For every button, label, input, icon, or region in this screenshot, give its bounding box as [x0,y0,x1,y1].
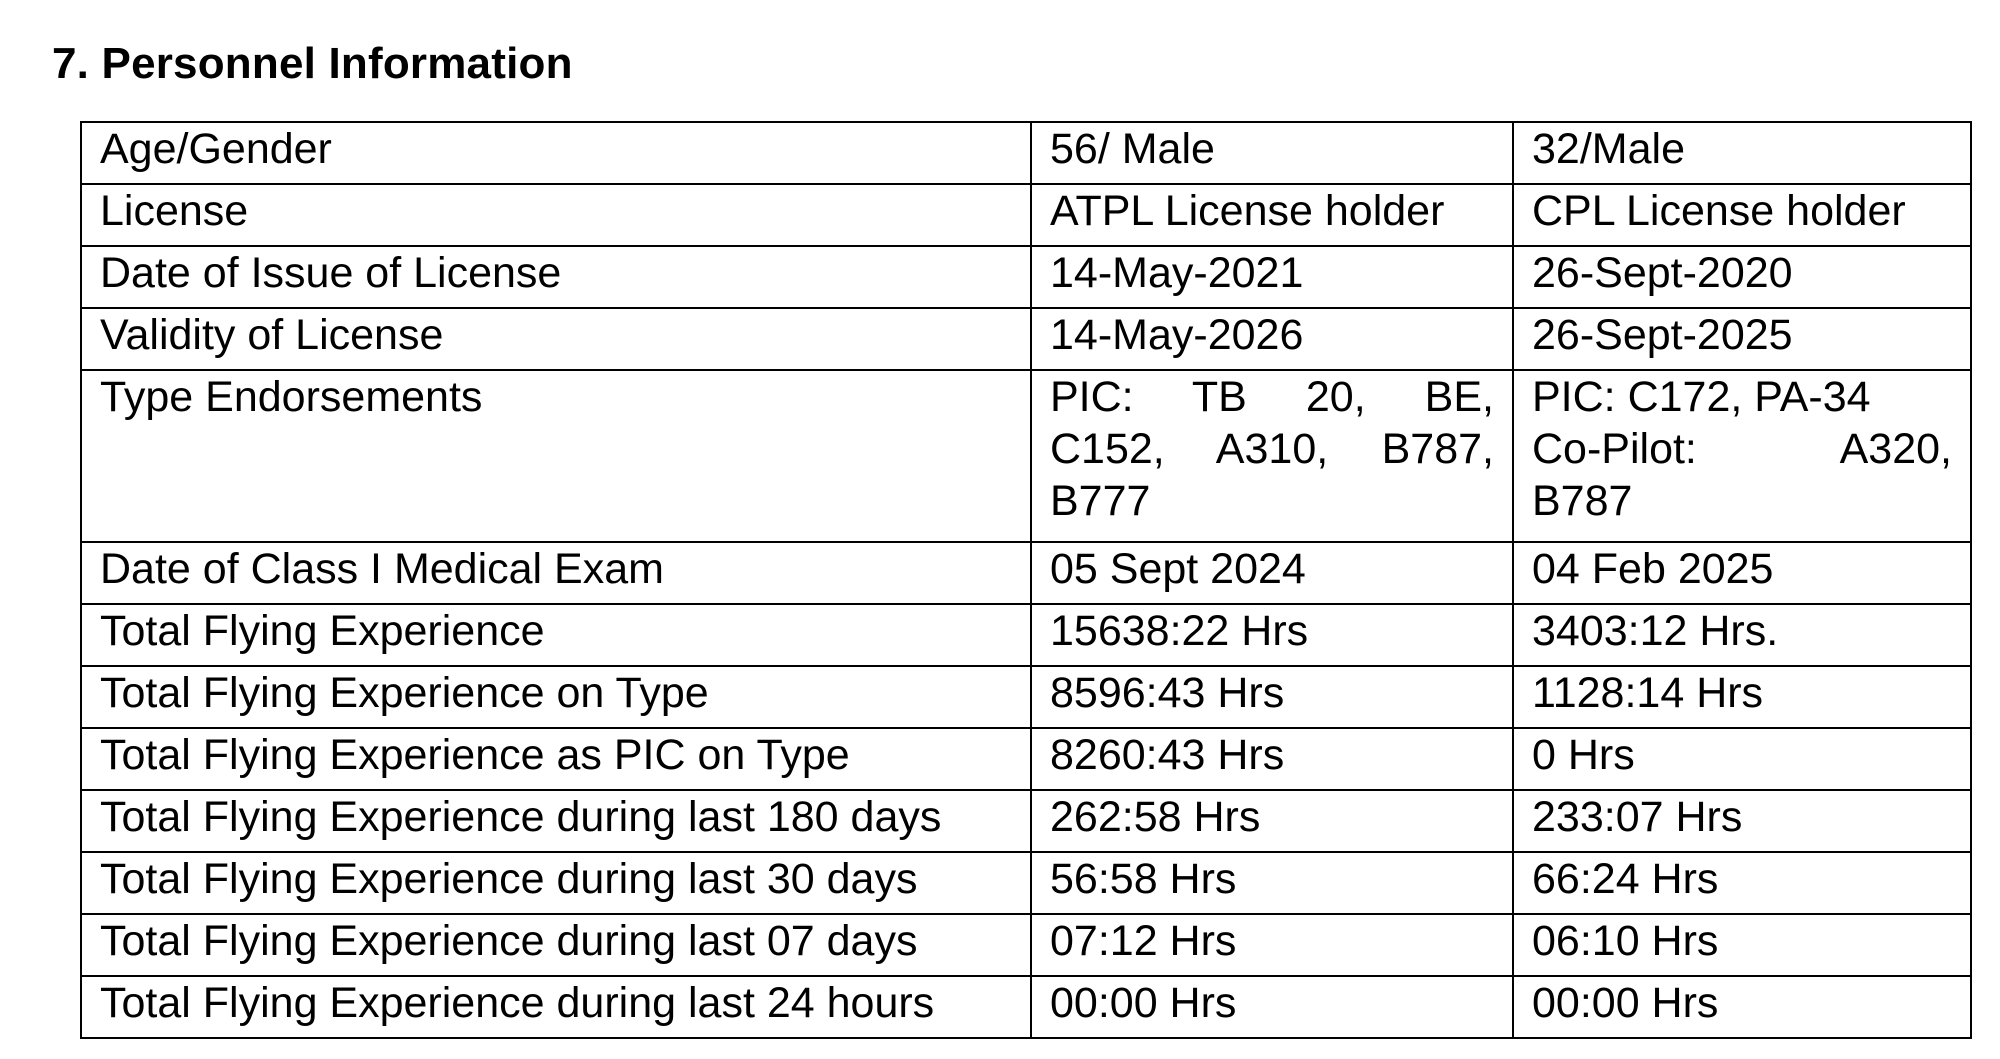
row-label-age-gender: Age/Gender [81,122,1031,184]
row-label-type-endorsements: Type Endorsements [81,370,1031,542]
pilot2-experience-on-type: 1128:14 Hrs [1513,666,1971,728]
pilot1-experience-24-hours: 00:00 Hrs [1031,976,1513,1038]
pilot1-experience-180-days: 262:58 Hrs [1031,790,1513,852]
pilot2-experience-180-days: 233:07 Hrs [1513,790,1971,852]
table-row [81,790,1971,852]
pilot2-pic-experience-on-type: 0 Hrs [1513,728,1971,790]
pilot2-endorsement-line: B787 [1532,477,1633,525]
table-row [81,122,1971,184]
row-label-experience-on-type: Total Flying Experience on Type [81,666,1031,728]
table-row [81,976,1971,1038]
row-label-license-validity: Validity of License [81,308,1031,370]
pilot2-endorsement-line: PIC: C172, PA-34 [1532,373,1871,421]
pilot2-age-gender: 32/Male [1513,122,1971,184]
row-label-pic-experience-on-type: Total Flying Experience as PIC on Type [81,728,1031,790]
pilot1-license: ATPL License holder [1031,184,1513,246]
table-row [81,666,1971,728]
pilot1-license-validity: 14-May-2026 [1031,308,1513,370]
section-title: 7. Personnel Information [52,39,573,88]
table-row [81,308,1971,370]
pilot2-total-experience: 3403:12 Hrs. [1513,604,1971,666]
row-label-experience-24-hours: Total Flying Experience during last 24 hours [81,976,1031,1038]
pilot1-endorsement-line: PIC: TB 20, BE, [1050,373,1494,421]
pilot2-type-endorsements [1513,370,1971,542]
personnel-info-table [80,121,1972,1039]
pilot1-age-gender: 56/ Male [1031,122,1513,184]
table-row [81,604,1971,666]
row-label-license-issue-date: Date of Issue of License [81,246,1031,308]
pilot1-medical-exam-date: 05 Sept 2024 [1031,542,1513,604]
table-row [81,728,1971,790]
pilot1-pic-experience-on-type: 8260:43 Hrs [1031,728,1513,790]
table-row [81,184,1971,246]
pilot1-experience-on-type: 8596:43 Hrs [1031,666,1513,728]
pilot2-medical-exam-date: 04 Feb 2025 [1513,542,1971,604]
pilot2-endorsement-line: Co-Pilot: A320, [1532,425,1952,473]
pilot1-type-endorsements [1031,370,1513,542]
pilot2-license: CPL License holder [1513,184,1971,246]
pilot1-experience-07-days: 07:12 Hrs [1031,914,1513,976]
table-row [81,542,1971,604]
row-label-experience-07-days: Total Flying Experience during last 07 days [81,914,1031,976]
row-label-experience-180-days: Total Flying Experience during last 180 days [81,790,1031,852]
row-label-experience-30-days: Total Flying Experience during last 30 days [81,852,1031,914]
table-row [81,914,1971,976]
pilot1-experience-30-days: 56:58 Hrs [1031,852,1513,914]
pilot2-experience-30-days: 66:24 Hrs [1513,852,1971,914]
pilot2-license-validity: 26-Sept-2025 [1513,308,1971,370]
pilot1-endorsement-line: C152, A310, B787, [1050,425,1494,473]
row-label-medical-exam-date: Date of Class I Medical Exam [81,542,1031,604]
table-row [81,370,1971,542]
table-row [81,852,1971,914]
table-row [81,246,1971,308]
pilot2-experience-24-hours: 00:00 Hrs [1513,976,1971,1038]
pilot1-total-experience: 15638:22 Hrs [1031,604,1513,666]
row-label-license: License [81,184,1031,246]
pilot1-endorsement-line: B777 [1050,477,1151,525]
pilot2-experience-07-days: 06:10 Hrs [1513,914,1971,976]
row-label-total-experience: Total Flying Experience [81,604,1031,666]
pilot2-license-issue-date: 26-Sept-2020 [1513,246,1971,308]
pilot1-license-issue-date: 14-May-2021 [1031,246,1513,308]
